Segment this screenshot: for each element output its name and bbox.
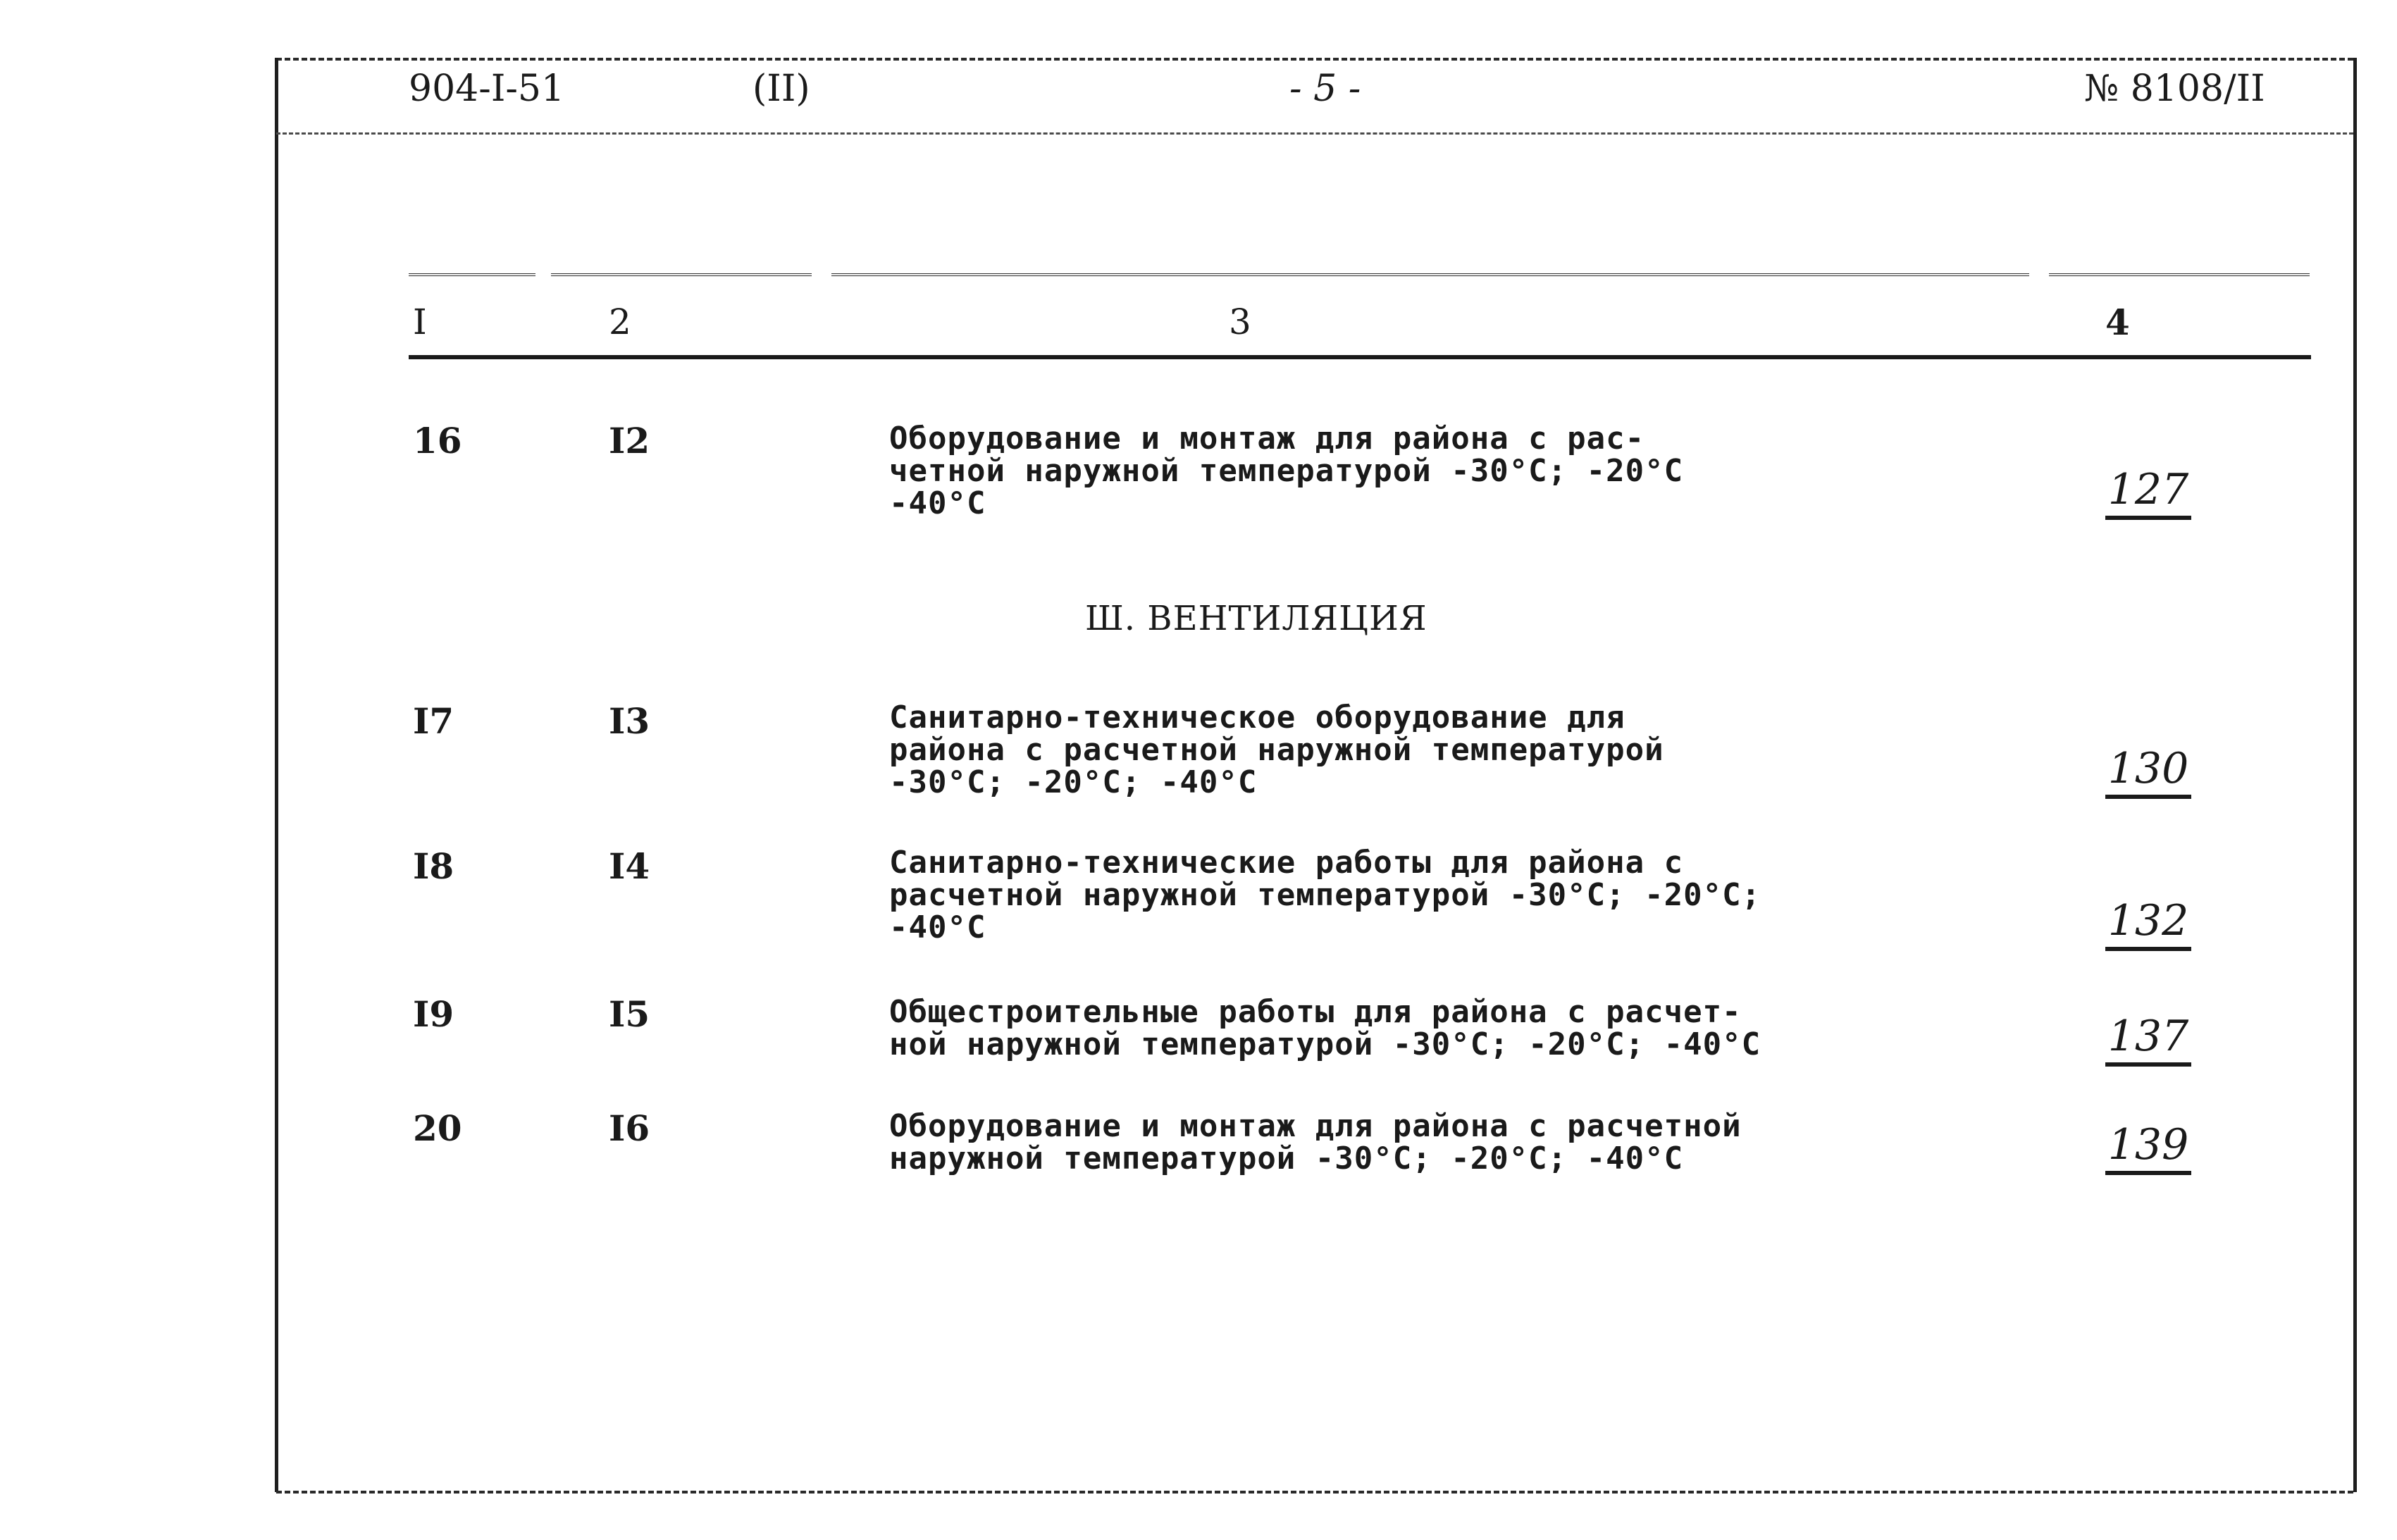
document-number: № 8108/II [2084, 68, 2265, 110]
table-top-rule [551, 273, 812, 276]
document-part: (II) [752, 68, 810, 110]
row-page: 137 [2102, 1012, 2194, 1067]
column-header-2: 2 [609, 302, 631, 342]
row-sheet: I4 [609, 845, 650, 887]
row-page: 130 [2102, 744, 2194, 799]
document-code: 904-I-51 [409, 68, 565, 110]
row-number: I8 [413, 845, 454, 887]
row-description: Оборудование и монтаж для района с рас- четной наружной температурой -30°C; -20°C -40°C [889, 421, 1684, 521]
page-underline [2105, 947, 2191, 951]
table-top-rule [831, 273, 2029, 276]
page-number: - 5 - [1289, 68, 1361, 110]
page-underline [2105, 516, 2191, 520]
row-description: Оборудование и монтаж для района с расчетной наружной температурой -30°C; -20°C; -40°C [889, 1108, 1742, 1176]
row-description: Общестроительные работы для района с расчет- ной наружной температурой -30°C; -20°C; -40°C [889, 994, 1761, 1062]
row-number: I9 [413, 993, 454, 1035]
table-top-rule [2049, 273, 2310, 276]
row-description: Санитарно-техническое оборудование для района с расчетной наружной температурой -30°C; -20°C; -40°C [889, 700, 1664, 800]
column-header-3: 3 [1229, 302, 1251, 342]
frame-bottom-border [276, 1491, 2353, 1494]
row-page: 127 [2102, 465, 2194, 520]
section-title: Ш. ВЕНТИЛЯЦИЯ [1085, 599, 1427, 638]
row-sheet: I3 [609, 700, 650, 742]
frame-top-border [276, 58, 2353, 61]
row-number: I7 [413, 700, 454, 742]
frame-right-border [2353, 58, 2357, 1492]
row-page: 139 [2102, 1120, 2194, 1175]
row-number: 16 [413, 420, 462, 461]
row-sheet: I2 [609, 420, 650, 461]
column-header-4: 4 [2105, 302, 2130, 343]
row-sheet: I5 [609, 993, 650, 1035]
column-header-1: I [413, 302, 427, 342]
header-separator [276, 132, 2353, 135]
page-underline [2105, 1062, 2191, 1067]
column-header-rule [409, 355, 2311, 359]
page-underline [2105, 1171, 2191, 1175]
row-page: 132 [2102, 896, 2194, 951]
row-description: Санитарно-технические работы для района с расчетной наружной температурой -30°C; -20°C; -40°C [889, 845, 1761, 945]
row-sheet: I6 [609, 1107, 650, 1149]
row-number: 20 [413, 1107, 462, 1149]
page-underline [2105, 795, 2191, 799]
frame-left-border [275, 58, 278, 1492]
table-top-rule [409, 273, 535, 276]
